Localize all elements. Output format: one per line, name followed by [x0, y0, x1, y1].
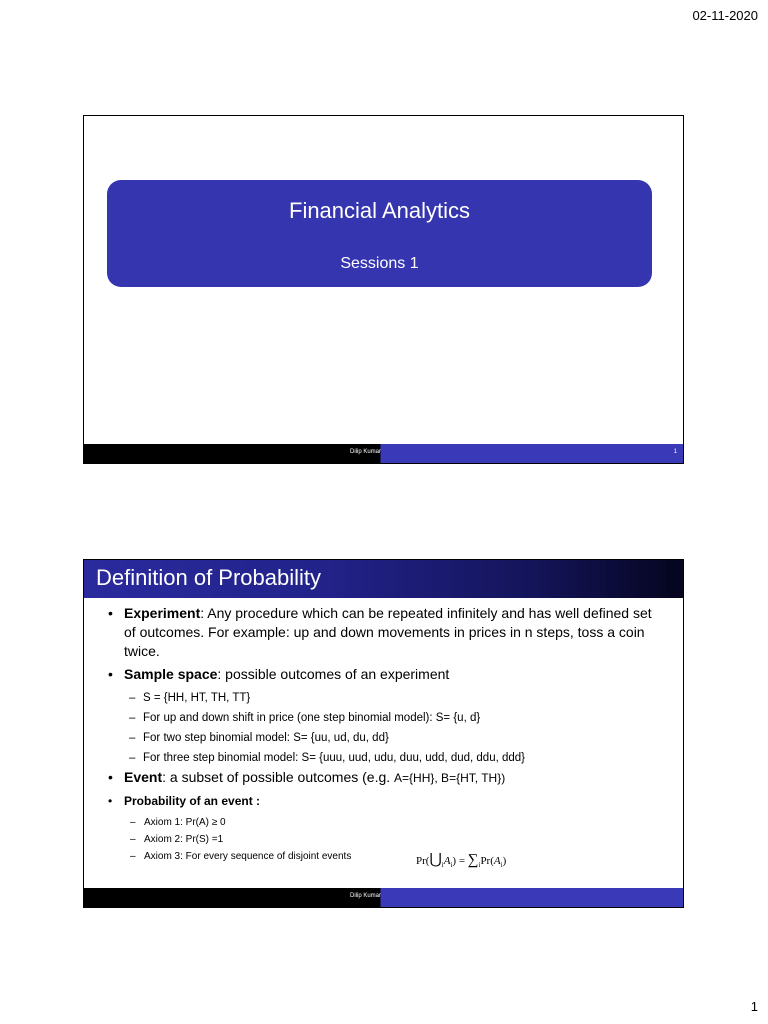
title-banner	[107, 180, 652, 287]
sample-space-text: : possible outcomes of an experiment	[217, 666, 450, 682]
slide-header	[84, 560, 683, 598]
axiom-item: – Axiom 1: Pr(A) ≥ 0	[84, 814, 683, 831]
union-symbol: ⋃	[429, 852, 442, 868]
formula-set: A	[443, 855, 451, 867]
formula-index: i	[478, 861, 481, 870]
footer-slide-number: 1	[673, 449, 677, 455]
slide-footer	[84, 888, 683, 907]
page-number: 1	[750, 999, 758, 1014]
formula-pr: Pr(	[480, 855, 494, 867]
formula-close: )	[502, 855, 507, 867]
formula-equals: ) =	[452, 855, 468, 867]
axiom-item: – Axiom 3: For every sequence of disjoint events	[84, 848, 683, 865]
sample-space-item: – For two step binomial model: S= {uu, ud, du, dd}	[84, 728, 683, 748]
sample-space-item: – For up and down shift in price (one step binomial model): S= {u, d}	[84, 708, 683, 728]
formula-pr: Pr(	[416, 855, 430, 867]
experiment-text: : Any procedure which can be repeated infinitely and has well defined set of outcomes. For example: up and down movements in prices in n steps, toss a coin twice.	[124, 605, 652, 659]
bullet-sample-space	[84, 665, 683, 684]
axiom-item: – Axiom 2: Pr(S) =1	[84, 831, 683, 848]
footer-author: Dilip Kumar	[349, 449, 381, 455]
formula-set: A	[493, 855, 501, 867]
term-sample-space: Sample space	[124, 666, 218, 682]
event-example: A={HH}, B={HT, TH})	[394, 771, 506, 785]
slide-subtitle: Sessions 1	[340, 255, 419, 272]
formula-index: i	[450, 861, 453, 870]
slide-title: Definition of Probability	[96, 565, 322, 590]
page-date: 02-11-2020	[692, 8, 758, 23]
probability-heading: Probability of an event :	[124, 794, 261, 808]
footer-author: Dilip Kumar	[349, 893, 381, 899]
bullet-experiment	[84, 604, 683, 661]
bullet-event	[84, 768, 683, 788]
slide-footer	[84, 444, 683, 463]
formula-index: i	[500, 861, 503, 870]
bullet-probability	[84, 792, 683, 810]
slide-title: Financial Analytics	[289, 198, 470, 223]
axiom3-formula	[416, 850, 506, 869]
sample-space-item: – For three step binomial model: S= {uuu, uud, udu, duu, udd, dud, ddu, ddd}	[84, 748, 683, 768]
sum-symbol: ∑	[467, 852, 479, 868]
probability-slide	[83, 559, 684, 908]
title-slide	[83, 115, 684, 464]
sample-space-item: – S = {HH, HT, TH, TT}	[84, 688, 683, 708]
term-experiment: Experiment	[124, 605, 201, 621]
term-event: Event	[124, 769, 163, 785]
formula-index: i	[441, 861, 444, 870]
event-text: : a subset of possible outcomes (e.g.	[162, 769, 391, 785]
slide-content	[84, 604, 683, 865]
